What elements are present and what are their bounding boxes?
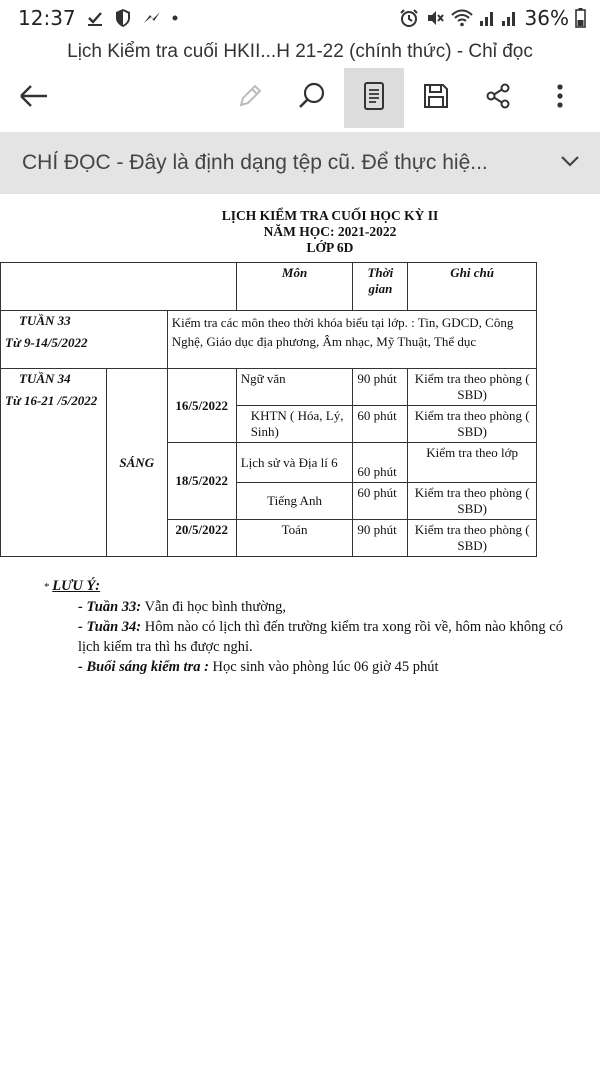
date-cell: 20/5/2022 bbox=[167, 520, 236, 557]
week33-label: TUẦN 33 bbox=[19, 313, 71, 328]
note2-label: - Tuần 34: bbox=[78, 619, 142, 635]
note3-text: Học sinh vào phòng lúc 06 giờ 45 phút bbox=[208, 659, 439, 675]
schedule-title: LỊCH KIỂM TRA CUỐI HỌC KỲ II bbox=[221, 208, 439, 223]
session-cell: SÁNG bbox=[106, 369, 167, 557]
note2-text: Hôm nào có lịch thì đến trường kiểm tra xong rồi về, hôm nào không có lịch kiểm tra thì hs được nghỉ. bbox=[78, 619, 563, 655]
table-row-week33 bbox=[1, 311, 537, 369]
signal-icon-2 bbox=[501, 9, 517, 27]
time-cell: 60 phút bbox=[353, 483, 408, 520]
week34-range: Từ 16-21 /5/2022 bbox=[5, 393, 98, 408]
search-icon bbox=[297, 81, 327, 116]
time-cell: 60 phút bbox=[353, 443, 408, 483]
subject-cell: Lịch sử và Địa lí 6 bbox=[236, 443, 353, 483]
status-time: 12:37 bbox=[18, 6, 76, 30]
header-notes: Ghi chú bbox=[408, 263, 537, 311]
more-options-button[interactable] bbox=[534, 68, 586, 128]
notes-section: * LƯU Ý: - Tuần 33: Vẫn đi học bình thường, - Tuần 34: Hôm nào có lịch thì đến trường kiểm tra xong rồi về, hôm nào không có lịch kiểm tra thì hs được nghỉ. - Buổi sáng kiểm tra : Học sinh vào phòng lúc 06 giờ 45 phút bbox=[44, 578, 563, 675]
subject-cell: Tiếng Anh bbox=[236, 483, 353, 520]
read-only-banner[interactable] bbox=[0, 132, 600, 194]
note-cell: Kiểm tra theo phòng ( SBD) bbox=[408, 406, 537, 443]
header-subject: Môn bbox=[236, 263, 353, 311]
wifi-icon bbox=[451, 9, 473, 27]
document-page bbox=[0, 194, 600, 1066]
week33-cell bbox=[1, 311, 168, 369]
table-row bbox=[1, 369, 537, 406]
download-done-icon bbox=[86, 9, 104, 27]
reading-mode-icon bbox=[362, 81, 386, 116]
table-header-row bbox=[1, 263, 537, 311]
battery-icon bbox=[575, 8, 586, 28]
class-name: LỚP 6D bbox=[306, 240, 354, 255]
save-button[interactable] bbox=[410, 68, 462, 128]
time-cell: 90 phút bbox=[353, 520, 408, 557]
header-time bbox=[353, 263, 408, 311]
note-cell: Kiểm tra theo lớp bbox=[408, 443, 537, 483]
edit-button[interactable] bbox=[224, 68, 276, 128]
back-arrow-icon bbox=[19, 83, 49, 114]
messenger-icon bbox=[142, 9, 162, 27]
back-button[interactable] bbox=[8, 68, 60, 128]
share-icon bbox=[484, 82, 512, 115]
note1-text: Vẫn đi học bình thường, bbox=[141, 599, 287, 615]
time-cell: 90 phút bbox=[353, 369, 408, 406]
note-cell: Kiểm tra theo phòng ( SBD) bbox=[408, 369, 537, 406]
status-bar bbox=[0, 0, 600, 36]
share-button[interactable] bbox=[472, 68, 524, 128]
subject-cell: Ngữ văn bbox=[236, 369, 353, 406]
date-cell: 16/5/2022 bbox=[167, 369, 236, 443]
mute-icon bbox=[425, 8, 445, 28]
notes-heading: LƯU Ý: bbox=[52, 578, 101, 594]
week33-range: Từ 9-14/5/2022 bbox=[5, 335, 88, 350]
document-title: Lịch Kiểm tra cuối HKII...H 21-22 (chính thức) - Chỉ đọc bbox=[67, 41, 533, 62]
schedule-heading bbox=[60, 208, 600, 256]
banner-expand-button[interactable] bbox=[540, 154, 600, 172]
date-cell: 18/5/2022 bbox=[167, 443, 236, 520]
week33-description: Kiểm tra các môn theo thời khóa biểu tại lớp. : Tin, GDCD, Công Nghệ, Giáo dục địa phương, Âm nhạc, Mỹ Thuật, Thể dục bbox=[167, 311, 536, 369]
reading-mode-button[interactable] bbox=[344, 68, 404, 128]
signal-icon-1 bbox=[479, 9, 495, 27]
note-cell: Kiểm tra theo phòng ( SBD) bbox=[408, 483, 537, 520]
save-icon bbox=[422, 82, 450, 115]
week34-cell bbox=[1, 369, 107, 557]
toolbar bbox=[0, 68, 600, 128]
dot-icon bbox=[172, 15, 178, 21]
pencil-icon bbox=[236, 82, 264, 115]
subject-cell: Toán bbox=[236, 520, 353, 557]
school-year: NĂM HỌC: 2021-2022 bbox=[263, 224, 397, 239]
banner-text: CHỈ ĐỌC - Đây là định dạng tệp cũ. Để thực hiệ... bbox=[22, 151, 488, 174]
header-time-line2: gian bbox=[368, 281, 393, 296]
note-cell: Kiểm tra theo phòng ( SBD) bbox=[408, 520, 537, 557]
alarm-icon bbox=[399, 8, 419, 28]
chevron-down-icon bbox=[560, 154, 580, 172]
week34-label: TUẦN 34 bbox=[19, 371, 71, 386]
exam-schedule-table bbox=[0, 262, 537, 557]
note1-label: - Tuần 33: bbox=[78, 599, 142, 615]
more-icon bbox=[556, 83, 564, 114]
time-cell: 60 phút bbox=[353, 406, 408, 443]
shield-icon bbox=[114, 8, 132, 28]
battery-percent: 36% bbox=[524, 6, 569, 30]
header-time-line1: Thời bbox=[367, 265, 394, 280]
search-button[interactable] bbox=[286, 68, 338, 128]
subject-cell: KHTN ( Hóa, Lý, Sinh) bbox=[236, 406, 353, 443]
note3-label: - Buổi sáng kiểm tra : bbox=[78, 659, 209, 675]
